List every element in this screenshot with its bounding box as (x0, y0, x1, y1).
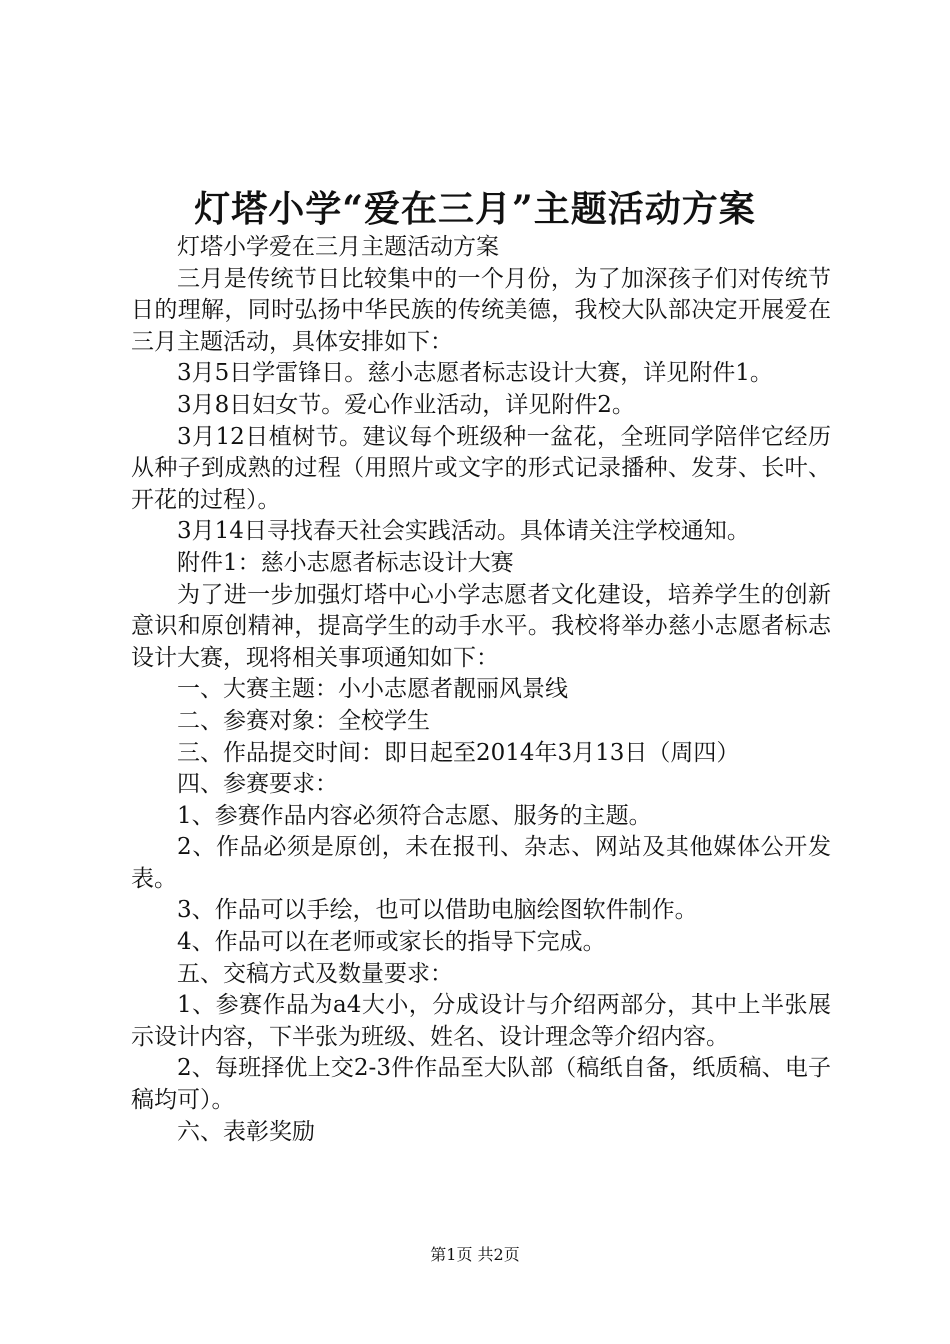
paragraph: 2、作品必须是原创，未在报刊、杂志、网站及其他媒体公开发表。 (131, 834, 831, 892)
paragraph: 附件1：慈小志愿者标志设计大赛 (177, 549, 514, 576)
paragraph: 五、交稿方式及数量要求： (177, 960, 453, 987)
paragraph: 三月是传统节日比较集中的一个月份，为了加深孩子们对传统节日的理解，同时弘扬中华民族的传统美德，我校大队部决定开展爱在三月主题活动，具体安排如下： (131, 265, 831, 355)
paragraph: 二、参赛对象：全校学生 (177, 707, 430, 734)
paragraph: 3月8日妇女节。爱心作业活动，详见附件2。 (177, 391, 635, 418)
paragraph: 3月5日学雷锋日。慈小志愿者标志设计大赛，详见附件1。 (177, 360, 773, 387)
document-body (131, 232, 831, 1148)
paragraph: 为了进一步加强灯塔中心小学志愿者文化建设，培养学生的创新意识和原创精神，提高学生的动手水平。我校将举办慈小志愿者标志设计大赛，现将相关事项通知如下： (131, 581, 831, 671)
paragraph: 六、表彰奖励 (177, 1118, 315, 1145)
paragraph: 2、每班择优上交2-3件作品至大队部（稿纸自备，纸质稿、电子稿均可）。 (131, 1055, 831, 1114)
paragraph: 灯塔小学爱在三月主题活动方案 (177, 234, 499, 260)
document-title: 灯塔小学“爱在三月”主题活动方案 (194, 188, 756, 230)
paragraph: 四、参赛要求： (177, 771, 338, 798)
paragraph: 一、大赛主题：小小志愿者靓丽风景线 (177, 676, 568, 703)
paragraph: 1、参赛作品内容必须符合志愿、服务的主题。 (177, 802, 652, 829)
page-footer: 第1页 共2页 (430, 1245, 520, 1264)
paragraph: 3月12日植树节。建议每个班级种一盆花，全班同学陪伴它经历从种子到成熟的过程（用照片或文字的形式记录播种、发芽、长叶、开花的过程）。 (131, 423, 831, 513)
paragraph: 3月14日寻找春天社会实践活动。具体请关注学校通知。 (177, 518, 750, 545)
paragraph: 4、作品可以在老师或家长的指导下完成。 (177, 929, 606, 956)
paragraph: 三、作品提交时间：即日起至2014年3月13日（周四） (177, 739, 740, 766)
paragraph: 1、参赛作品为a4大小，分成设计与介绍两部分，其中上半张展示设计内容，下半张为班级、姓名、设计理念等介绍内容。 (131, 992, 831, 1050)
paragraph: 3、作品可以手绘，也可以借助电脑绘图软件制作。 (177, 897, 698, 924)
